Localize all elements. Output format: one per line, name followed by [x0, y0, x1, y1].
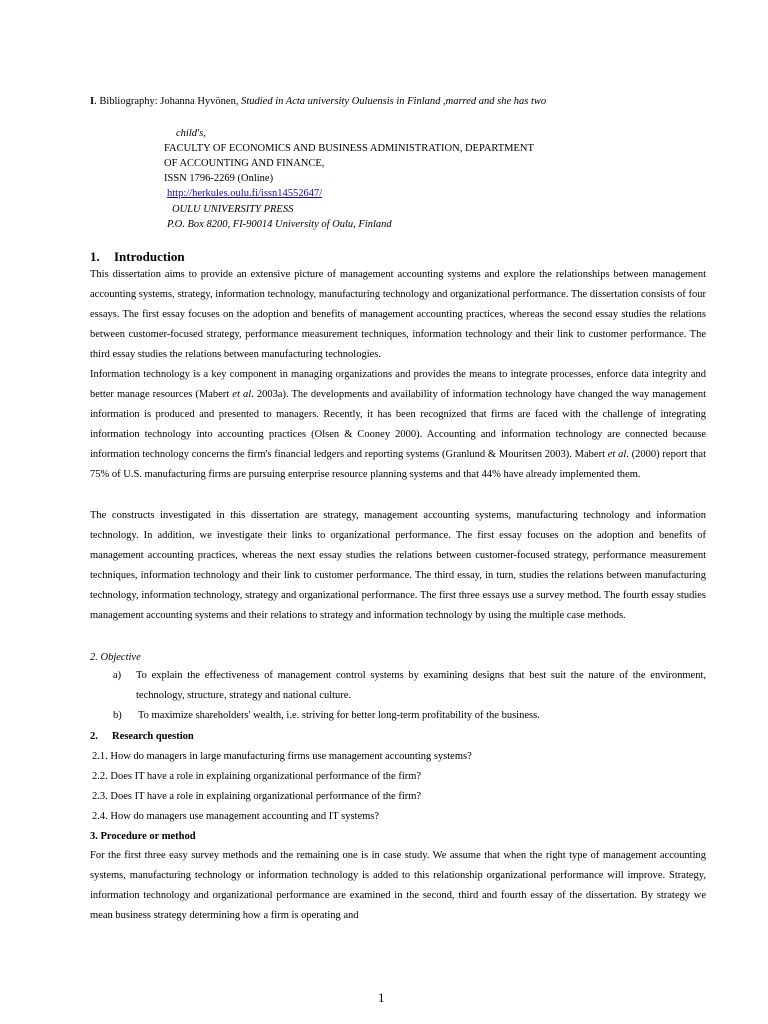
research-title: Research question: [112, 731, 194, 742]
address-line: P.O. Box 8200, FI-90014 University of Oulu, Finland: [167, 219, 392, 230]
objective-item-a: To explain the effectiveness of management control systems by examining designs that best suit the nature of the environment, technology, structure, strategy and national culture.: [136, 670, 706, 701]
research-question-3: 2.3. Does IT have a role in explaining organizational performance of the firm?: [92, 791, 422, 802]
bibliography-label: . Bibliography: Johanna Hyvönen: [94, 96, 236, 107]
research-question-4: 2.4. How do managers use management accounting and IT systems?: [92, 811, 380, 822]
objective-marker-b: b): [113, 710, 122, 721]
issn-line: ISSN 1796-2269 (Online): [164, 173, 274, 184]
intro-p2-part-a: Information technology is a key component in managing organizations and provides the means to integrate processes, enforce data integrity and better manage resources (Mabert: [90, 369, 706, 400]
intro-paragraph-1: This dissertation aims to provide an extensive picture of management accounting systems and explore the relationships between management accounting systems, strategy, information technology, manufacturing technology and organizational performance. The dissertation consists of four essays. The first essay focuses on the adoption and benefits of management accounting practices, whereas the second essay studies the relations between customer-focused strategy, performance measurement techniques, information technology and their link to customer performance. The third essay studies the relations between manufacturing technologies.: [90, 269, 706, 360]
research-heading: [90, 730, 194, 744]
bibliography-note-cont: child's,: [176, 128, 206, 139]
objective-item-b: To maximize shareholders' wealth, i.e. striving for better long-term profitability of the business.: [138, 710, 540, 721]
research-question-1: 2.1. How do managers in large manufacturing firms use management accounting systems?: [92, 751, 472, 762]
faculty-line-1: FACULTY OF ECONOMICS AND BUSINESS ADMINISTRATION, DEPARTMENT: [164, 143, 534, 154]
procedure-paragraph: For the first three easy survey methods and the remaining one is in case study. We assume that when the right type of management accounting systems, manufacturing technology or information technology is added to this relationship organizational performance will improve. Strategy, information technology and organizational performance are examined in the second, third and fourth essay of the dissertation. By strategy we mean business strategy determining how a firm is operating and: [90, 850, 706, 921]
objective-heading: 2. Objective: [90, 652, 141, 663]
objective-marker-a: a): [113, 670, 122, 681]
faculty-line-2: OF ACCOUNTING AND FINANCE,: [164, 158, 325, 169]
introduction-number: 1.: [90, 249, 100, 264]
intro-paragraph-3: The constructs investigated in this dissertation are strategy, management accounting systems, manufacturing technology and information technology. In addition, we investigate their links to organizational performance. The first essay focuses on the adoption and benefits of management accounting practices, whereas the next essay studies the relations between customer-focused strategy, performance measurement techniques, information technology and their link to customer performance. The third essay, in turn, studies the relations between manufacturing technology, information technology, strategy and organizational performance. The first three essays use a survey method. The fourth essay studies management accounting systems and their relations to strategy and information technology by using the multiple case methods.: [90, 510, 706, 621]
research-number: 2.: [90, 731, 98, 742]
introduction-heading: [90, 249, 185, 265]
bibliography-note: , Studied in Acta university Ouluensis in Finland ,marred and she has two: [235, 96, 547, 107]
url-line: [167, 187, 322, 201]
intro-p2-part-b: . 2003a). The developments and availability of information technology have changed the way management information is produced and presented to managers. Recently, it has been recognized that firms are faced with the challenge of integrating information technology into accounting practices (Olsen & Cooney 2000). Accounting and information technology are connected because information technology concerns the firm's financial ledgers and reporting systems (Granlund & Mouritsen 2003). Mabert: [90, 389, 707, 460]
issn-link[interactable]: http://herkules.oulu.fi/issn14552647/: [167, 188, 323, 199]
press-line: OULU UNIVERSITY PRESS: [172, 204, 294, 215]
bibliography-line: [90, 95, 546, 109]
introduction-title: Introduction: [114, 249, 185, 264]
intro-p2-etal-2: et al: [607, 449, 627, 460]
procedure-heading: 3. Procedure or method: [90, 831, 196, 842]
bibliography-number: I: [90, 96, 95, 107]
intro-paragraph-2: [90, 365, 706, 485]
intro-p2-part-c: . (2000) report that 75% of U.S. manufacturing firms are pursuing enterprise resource planning systems and that 44% have already implemented them.: [90, 449, 707, 480]
intro-p2-etal-1: et al: [232, 389, 252, 400]
page-number: 1: [378, 990, 385, 1005]
research-question-2: 2.2. Does IT have a role in explaining organizational performance of the firm?: [92, 771, 422, 782]
